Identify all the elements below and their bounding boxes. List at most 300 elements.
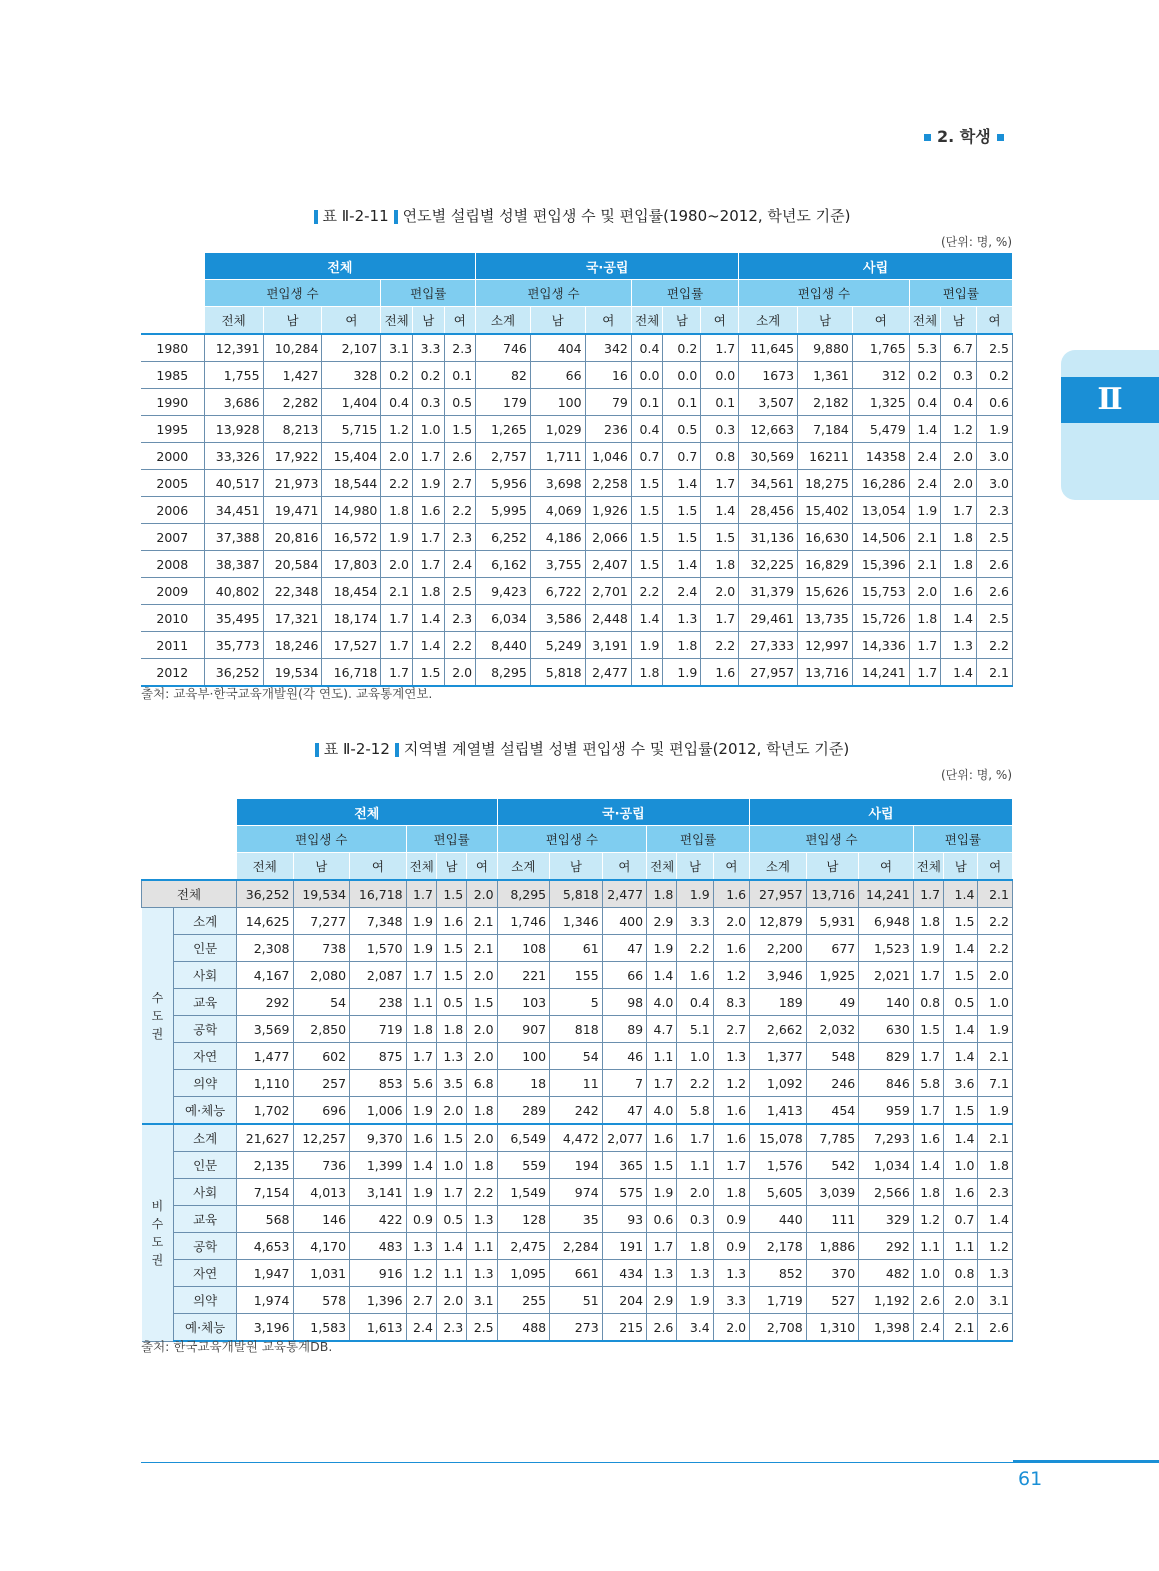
table-cell: 1.3 xyxy=(663,605,701,632)
table-cell: 1,427 xyxy=(263,362,322,389)
table-cell: 2,080 xyxy=(293,962,350,989)
table-cell: 98 xyxy=(602,989,646,1016)
table-cell: 2.1 xyxy=(909,551,941,578)
table1-source: 출처: 교육부·한국교육개발원(각 연도). 교육통계연보. xyxy=(141,686,433,701)
table-cell: 0.2 xyxy=(977,362,1013,389)
table-cell: 8.3 xyxy=(713,989,749,1016)
table-cell: 2.0 xyxy=(381,551,413,578)
table-cell: 1.9 xyxy=(978,1097,1013,1125)
table-cell: 21,973 xyxy=(263,470,322,497)
table-cell: 3,039 xyxy=(806,1179,859,1206)
caption-bar-icon xyxy=(394,210,398,224)
table-cell: 1.3 xyxy=(713,1043,749,1070)
table-cell: 0.0 xyxy=(631,362,663,389)
table-cell: 140 xyxy=(859,989,914,1016)
table-cell: 2.3 xyxy=(444,334,476,362)
table-cell: 2.5 xyxy=(444,578,476,605)
table-cell: 1.6 xyxy=(713,1124,749,1152)
table-row xyxy=(142,989,1013,1016)
table-cell: 1.4 xyxy=(913,1152,943,1179)
table-cell: 1.7 xyxy=(701,605,739,632)
table-cell: 0.7 xyxy=(944,1206,978,1233)
table-cell: 1.9 xyxy=(647,1179,677,1206)
row-label-year: 2011 xyxy=(141,632,204,659)
table-cell: 488 xyxy=(497,1314,550,1342)
table-cell: 1.0 xyxy=(913,1260,943,1287)
table-cell: 9,370 xyxy=(350,1124,407,1152)
table-cell: 1.4 xyxy=(436,1233,466,1260)
table-cell: 2.3 xyxy=(436,1314,466,1342)
table-cell: 1,396 xyxy=(350,1287,407,1314)
row-label-year: 2008 xyxy=(141,551,204,578)
table-cell: 2,701 xyxy=(585,578,631,605)
table-cell: 2.7 xyxy=(406,1287,436,1314)
table-cell: 328 xyxy=(322,362,381,389)
table-cell: 527 xyxy=(806,1287,859,1314)
table-cell: 2,282 xyxy=(263,389,322,416)
table-cell: 1.8 xyxy=(941,551,977,578)
table-row xyxy=(141,470,1013,497)
table-cell: 36,252 xyxy=(236,880,293,908)
row-label-year: 2012 xyxy=(141,659,204,687)
table-cell: 35,495 xyxy=(204,605,263,632)
table-cell: 1.8 xyxy=(406,1016,436,1043)
table-cell: 28,456 xyxy=(739,497,798,524)
table-cell: 18,246 xyxy=(263,632,322,659)
table-cell: 1,755 xyxy=(204,362,263,389)
table-cell: 1,702 xyxy=(236,1097,293,1125)
table-cell: 1.4 xyxy=(412,605,444,632)
table-cell: 0.4 xyxy=(631,334,663,362)
table-cell: 5.8 xyxy=(913,1070,943,1097)
table-cell: 66 xyxy=(602,962,646,989)
table-cell: 1.6 xyxy=(701,659,739,687)
table-cell: 27,957 xyxy=(739,659,798,687)
region-label: 수 도 권 xyxy=(142,908,174,1125)
table-cell: 204 xyxy=(602,1287,646,1314)
table-cell: 5,818 xyxy=(530,659,585,687)
table-cell: 51 xyxy=(550,1287,603,1314)
table-cell: 6,034 xyxy=(476,605,531,632)
table-cell: 661 xyxy=(550,1260,603,1287)
table-cell: 12,997 xyxy=(798,632,853,659)
table-cell: 1.7 xyxy=(412,551,444,578)
table-cell: 1.4 xyxy=(663,551,701,578)
table-cell: 568 xyxy=(236,1206,293,1233)
table-cell: 38,387 xyxy=(204,551,263,578)
table-cell: 4,186 xyxy=(530,524,585,551)
table-cell: 7,184 xyxy=(798,416,853,443)
table-cell: 3.3 xyxy=(412,334,444,362)
table-cell: 2.0 xyxy=(436,1097,466,1125)
subgroup-header: 편입생 수 xyxy=(497,826,647,853)
table-cell: 5,715 xyxy=(322,416,381,443)
table-cell: 1.2 xyxy=(941,416,977,443)
table-cell: 1.5 xyxy=(436,935,466,962)
table-cell: 108 xyxy=(497,935,550,962)
table-cell: 1.6 xyxy=(406,1124,436,1152)
column-header: 남 xyxy=(944,853,978,881)
square-bullet-icon xyxy=(997,134,1004,141)
table-cell: 15,753 xyxy=(852,578,909,605)
table-row xyxy=(141,389,1013,416)
table-cell: 6,948 xyxy=(859,908,914,935)
table-cell: 1.8 xyxy=(909,605,941,632)
table-cell: 1.9 xyxy=(406,908,436,935)
table-cell: 18,275 xyxy=(798,470,853,497)
table-cell: 875 xyxy=(350,1043,407,1070)
table-cell: 3.1 xyxy=(381,334,413,362)
row-label-field: 인문 xyxy=(174,935,237,962)
table-cell: 829 xyxy=(859,1043,914,1070)
table-cell: 1.7 xyxy=(701,470,739,497)
table-cell: 846 xyxy=(859,1070,914,1097)
table-cell: 5,249 xyxy=(530,632,585,659)
table-cell: 329 xyxy=(859,1206,914,1233)
table-cell: 2.0 xyxy=(467,1043,497,1070)
table-cell: 3,686 xyxy=(204,389,263,416)
table-cell: 14,625 xyxy=(236,908,293,935)
table-cell: 1,361 xyxy=(798,362,853,389)
table-cell: 1,583 xyxy=(293,1314,350,1342)
table-cell: 1,310 xyxy=(806,1314,859,1342)
table-cell: 10,284 xyxy=(263,334,322,362)
header-corner xyxy=(142,799,237,826)
table-cell: 27,957 xyxy=(750,880,807,908)
table-cell: 0.0 xyxy=(701,362,739,389)
table-row xyxy=(142,1206,1013,1233)
table-cell: 483 xyxy=(350,1233,407,1260)
table-cell: 2,182 xyxy=(798,389,853,416)
square-bullet-icon xyxy=(924,134,931,141)
table-cell: 2.0 xyxy=(701,578,739,605)
table-cell: 0.5 xyxy=(436,1206,466,1233)
table-row xyxy=(142,1124,1013,1152)
column-header: 소계 xyxy=(476,307,531,335)
table-cell: 2,032 xyxy=(806,1016,859,1043)
table-cell: 7,277 xyxy=(293,908,350,935)
chapter-side-tab xyxy=(1061,350,1159,500)
table-cell: 36,252 xyxy=(204,659,263,687)
row-label-field: 소계 xyxy=(174,908,237,935)
table-cell: 1,110 xyxy=(236,1070,293,1097)
header-corner xyxy=(142,826,237,853)
table-cell: 2.1 xyxy=(977,659,1013,687)
table-cell: 238 xyxy=(350,989,407,1016)
table-row xyxy=(142,1287,1013,1314)
table-cell: 1.9 xyxy=(406,1097,436,1125)
column-header: 남 xyxy=(412,307,444,335)
table-cell: 2,477 xyxy=(602,880,646,908)
table-cell: 1.3 xyxy=(677,1260,713,1287)
table-cell: 2,662 xyxy=(750,1016,807,1043)
row-label-field: 교육 xyxy=(174,989,237,1016)
table-cell: 1.4 xyxy=(412,632,444,659)
table-cell: 1.6 xyxy=(713,1097,749,1125)
table-cell: 1.6 xyxy=(412,497,444,524)
table-cell: 289 xyxy=(497,1097,550,1125)
table-cell: 6,722 xyxy=(530,578,585,605)
table-cell: 1.9 xyxy=(913,935,943,962)
table-cell: 0.5 xyxy=(436,989,466,1016)
table-row xyxy=(141,443,1013,470)
table-cell: 9,880 xyxy=(798,334,853,362)
table-cell: 4.7 xyxy=(647,1016,677,1043)
table-cell: 14,336 xyxy=(852,632,909,659)
table-cell: 242 xyxy=(550,1097,603,1125)
table-cell: 1.2 xyxy=(913,1206,943,1233)
table-cell: 1,477 xyxy=(236,1043,293,1070)
table-cell: 14358 xyxy=(852,443,909,470)
table-cell: 3,946 xyxy=(750,962,807,989)
table-cell: 1.7 xyxy=(909,659,941,687)
table-cell: 1,926 xyxy=(585,497,631,524)
row-label-field: 교육 xyxy=(174,1206,237,1233)
table-cell: 1.6 xyxy=(913,1124,943,1152)
table-cell: 16,829 xyxy=(798,551,853,578)
table-cell: 15,404 xyxy=(322,443,381,470)
table2-source: 출처: 한국교육개발원 교육통계DB. xyxy=(141,1339,333,1354)
table-cell: 1.9 xyxy=(978,1016,1013,1043)
table-cell: 6,252 xyxy=(476,524,531,551)
table-cell: 1.5 xyxy=(913,1016,943,1043)
table-cell: 1.1 xyxy=(913,1233,943,1260)
table-cell: 1,046 xyxy=(585,443,631,470)
table-cell: 128 xyxy=(497,1206,550,1233)
table-cell: 18 xyxy=(497,1070,550,1097)
table-row xyxy=(142,1016,1013,1043)
table-cell: 6.7 xyxy=(941,334,977,362)
table-cell: 2.4 xyxy=(909,470,941,497)
table-row xyxy=(141,659,1013,687)
table-cell: 1.6 xyxy=(677,962,713,989)
table-cell: 2.0 xyxy=(713,908,749,935)
table-cell: 1,886 xyxy=(806,1233,859,1260)
row-label-year: 2000 xyxy=(141,443,204,470)
table-cell: 4,653 xyxy=(236,1233,293,1260)
table-cell: 1.9 xyxy=(406,1179,436,1206)
table-cell: 1.5 xyxy=(631,524,663,551)
table-cell: 1,523 xyxy=(859,935,914,962)
table-cell: 2,107 xyxy=(322,334,381,362)
table1-unit: (단위: 명, %) xyxy=(940,235,1012,249)
table-cell: 2.1 xyxy=(909,524,941,551)
table-cell: 1.5 xyxy=(444,416,476,443)
table-cell: 2.4 xyxy=(406,1314,436,1342)
table-cell: 1.2 xyxy=(978,1233,1013,1260)
table2 xyxy=(141,798,1013,1342)
table-cell: 0.9 xyxy=(713,1233,749,1260)
table-cell: 0.1 xyxy=(701,389,739,416)
table-cell: 3.6 xyxy=(944,1070,978,1097)
table-cell: 1.4 xyxy=(944,880,978,908)
table-cell: 1.2 xyxy=(406,1260,436,1287)
table-cell: 1.9 xyxy=(406,935,436,962)
table-cell: 974 xyxy=(550,1179,603,1206)
table-cell: 0.8 xyxy=(944,1260,978,1287)
table-cell: 5,995 xyxy=(476,497,531,524)
row-label-year: 2006 xyxy=(141,497,204,524)
table-cell: 0.5 xyxy=(663,416,701,443)
table-cell: 1,034 xyxy=(859,1152,914,1179)
table-cell: 852 xyxy=(750,1260,807,1287)
column-header: 여 xyxy=(602,853,646,881)
table-cell: 14,980 xyxy=(322,497,381,524)
table-cell: 2,308 xyxy=(236,935,293,962)
table-cell: 2.1 xyxy=(978,880,1013,908)
table-cell: 1.9 xyxy=(412,470,444,497)
table-cell: 907 xyxy=(497,1016,550,1043)
table-cell: 542 xyxy=(806,1152,859,1179)
table-cell: 2.1 xyxy=(467,908,497,935)
table-cell: 1.3 xyxy=(467,1206,497,1233)
table-cell: 2,566 xyxy=(859,1179,914,1206)
table-cell: 17,922 xyxy=(263,443,322,470)
table-cell: 1.5 xyxy=(663,497,701,524)
table-cell: 696 xyxy=(293,1097,350,1125)
table-cell: 20,816 xyxy=(263,524,322,551)
table-cell: 1.4 xyxy=(944,1124,978,1152)
table-cell: 292 xyxy=(236,989,293,1016)
table-cell: 1.4 xyxy=(978,1206,1013,1233)
table-cell: 1,765 xyxy=(852,334,909,362)
table-cell: 34,451 xyxy=(204,497,263,524)
table-row xyxy=(142,1097,1013,1125)
table-cell: 1.4 xyxy=(631,605,663,632)
table-cell: 312 xyxy=(852,362,909,389)
table-cell: 5 xyxy=(550,989,603,1016)
table-cell: 2.0 xyxy=(944,1287,978,1314)
table-cell: 2.0 xyxy=(941,470,977,497)
column-header: 남 xyxy=(436,853,466,881)
table-cell: 0.9 xyxy=(406,1206,436,1233)
table-cell: 17,321 xyxy=(263,605,322,632)
table-cell: 1.7 xyxy=(381,632,413,659)
table-cell: 1.8 xyxy=(381,497,413,524)
table-cell: 1.7 xyxy=(941,497,977,524)
subgroup-header: 편입률 xyxy=(647,826,750,853)
table-cell: 2,284 xyxy=(550,1233,603,1260)
subgroup-header: 편입생 수 xyxy=(739,280,909,307)
table-cell: 82 xyxy=(476,362,531,389)
column-header: 남 xyxy=(677,853,713,881)
table-cell: 221 xyxy=(497,962,550,989)
table-row xyxy=(142,962,1013,989)
table-cell: 1.0 xyxy=(944,1152,978,1179)
table-cell: 2.6 xyxy=(913,1287,943,1314)
table-cell: 1.7 xyxy=(677,1124,713,1152)
table-cell: 2.1 xyxy=(978,1043,1013,1070)
table-cell: 2.9 xyxy=(647,908,677,935)
table-cell: 2,178 xyxy=(750,1233,807,1260)
region-label: 비 수 도 권 xyxy=(142,1124,174,1341)
table-cell: 1.8 xyxy=(978,1152,1013,1179)
table-cell: 7.1 xyxy=(978,1070,1013,1097)
table-cell: 2,258 xyxy=(585,470,631,497)
table-cell: 1.8 xyxy=(677,1233,713,1260)
table-cell: 8,213 xyxy=(263,416,322,443)
table-cell: 1.3 xyxy=(467,1260,497,1287)
table2-number: Ⅱ-2-12 xyxy=(343,740,390,758)
table-cell: 12,663 xyxy=(739,416,798,443)
table-cell: 1.4 xyxy=(941,605,977,632)
group-header: 사립 xyxy=(739,253,1013,280)
table-cell: 1.9 xyxy=(663,659,701,687)
table-cell: 15,626 xyxy=(798,578,853,605)
table-cell: 2.5 xyxy=(467,1314,497,1342)
table-cell: 0.6 xyxy=(977,389,1013,416)
table-cell: 2.5 xyxy=(977,524,1013,551)
table-cell: 33,326 xyxy=(204,443,263,470)
table-cell: 0.6 xyxy=(647,1206,677,1233)
row-label-year: 2009 xyxy=(141,578,204,605)
chapter-numeral: Ⅱ xyxy=(1061,377,1159,423)
table-cell: 255 xyxy=(497,1287,550,1314)
table-row xyxy=(142,1043,1013,1070)
table-cell: 47 xyxy=(602,1097,646,1125)
subgroup-header: 편입생 수 xyxy=(476,280,632,307)
table-cell: 1,377 xyxy=(750,1043,807,1070)
table-cell: 1.3 xyxy=(647,1260,677,1287)
table-cell: 2,200 xyxy=(750,935,807,962)
row-label-field: 사회 xyxy=(174,1179,237,1206)
table-cell: 1,399 xyxy=(350,1152,407,1179)
table-cell: 13,716 xyxy=(798,659,853,687)
table-cell: 2,708 xyxy=(750,1314,807,1342)
table-cell: 3,569 xyxy=(236,1016,293,1043)
table-cell: 1,404 xyxy=(322,389,381,416)
table-cell: 7,293 xyxy=(859,1124,914,1152)
row-label-year: 2007 xyxy=(141,524,204,551)
table-cell: 194 xyxy=(550,1152,603,1179)
table-cell: 18,454 xyxy=(322,578,381,605)
table-cell: 1,947 xyxy=(236,1260,293,1287)
table-row xyxy=(141,551,1013,578)
table-cell: 2.0 xyxy=(444,659,476,687)
table-cell: 1.8 xyxy=(713,1179,749,1206)
table-cell: 246 xyxy=(806,1070,859,1097)
table-cell: 1.7 xyxy=(647,1233,677,1260)
subgroup-header: 편입률 xyxy=(909,280,1012,307)
table-cell: 746 xyxy=(476,334,531,362)
table-cell: 1.7 xyxy=(406,1043,436,1070)
table-cell: 1.8 xyxy=(467,1152,497,1179)
table-row xyxy=(141,497,1013,524)
table-cell: 677 xyxy=(806,935,859,962)
table-cell: 2,448 xyxy=(585,605,631,632)
caption-bar-icon xyxy=(315,743,319,757)
table-row xyxy=(142,1260,1013,1287)
table-cell: 189 xyxy=(750,989,807,1016)
table-cell: 959 xyxy=(859,1097,914,1125)
table-cell: 2,475 xyxy=(497,1233,550,1260)
column-header: 소계 xyxy=(739,307,798,335)
table-cell: 2.6 xyxy=(977,551,1013,578)
table-cell: 37,388 xyxy=(204,524,263,551)
column-header: 전체 xyxy=(631,307,663,335)
table-cell: 3,191 xyxy=(585,632,631,659)
table-cell: 1.3 xyxy=(436,1043,466,1070)
table-cell: 2.0 xyxy=(467,1016,497,1043)
table-cell: 1.1 xyxy=(467,1233,497,1260)
table-cell: 6.8 xyxy=(467,1070,497,1097)
table-cell: 292 xyxy=(859,1233,914,1260)
table-cell: 2,757 xyxy=(476,443,531,470)
row-label-field: 예·체능 xyxy=(174,1097,237,1125)
table-cell: 4,167 xyxy=(236,962,293,989)
table-cell: 9,423 xyxy=(476,578,531,605)
subgroup-header: 편입생 수 xyxy=(204,280,381,307)
